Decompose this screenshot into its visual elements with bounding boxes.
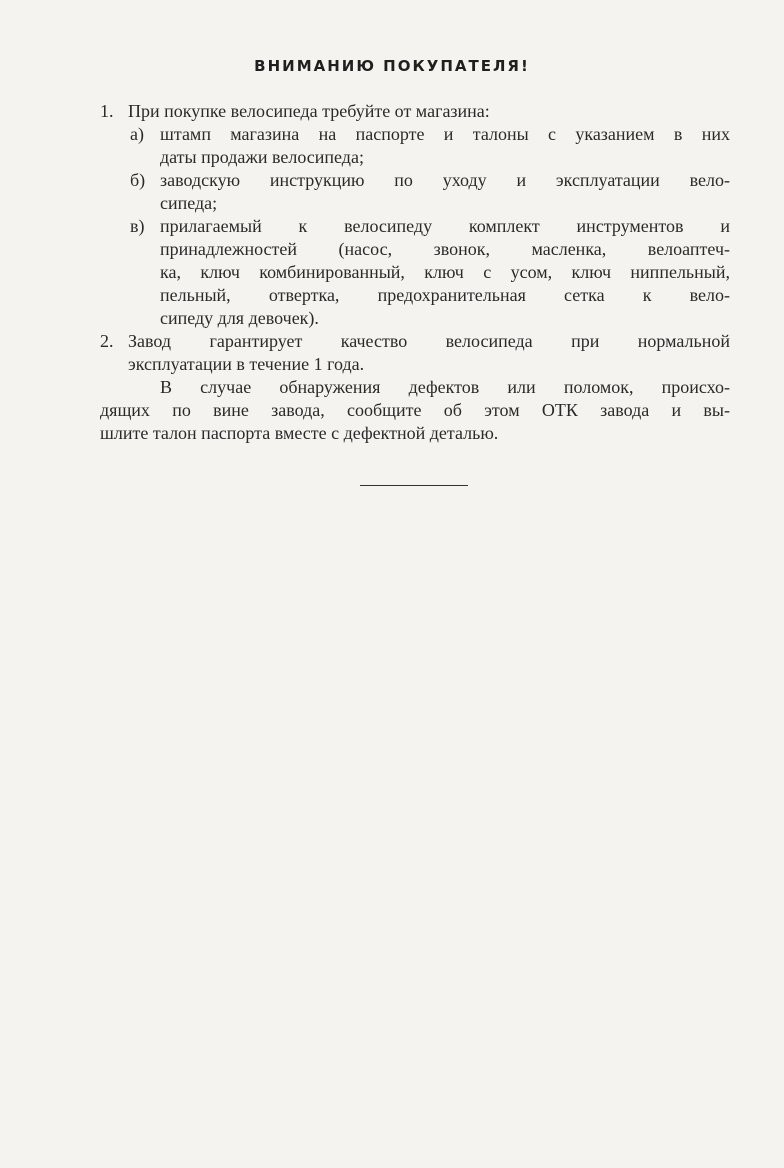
subitem-c bbox=[100, 215, 730, 330]
subitem-line: пельный, отвертка, предохранительная сетка к вело- bbox=[160, 285, 730, 305]
list-item-1 bbox=[100, 100, 730, 123]
subitem-line: штамп магазина на паспорте и талоны с указанием в них bbox=[160, 124, 730, 144]
paragraph-line: В случае обнаружения дефектов или поломок, происхо- bbox=[160, 377, 730, 397]
subitem-b bbox=[100, 169, 730, 215]
subitem-letter: б) bbox=[130, 170, 146, 190]
subitem-line: ка, ключ комбинированный, ключ с усом, ключ ниппельный, bbox=[160, 262, 730, 282]
subitem-letter: в) bbox=[130, 216, 145, 236]
subitem-line: заводскую инструкцию по уходу и эксплуатации вело- bbox=[160, 170, 730, 190]
subitem-line: сипеду для девочек). bbox=[160, 308, 319, 328]
instructions-body bbox=[100, 100, 730, 445]
list-item-2 bbox=[100, 330, 730, 376]
subitem-letter: а) bbox=[130, 124, 144, 144]
subitem-a bbox=[100, 123, 730, 169]
divider-line bbox=[360, 485, 468, 486]
subitem-line: прилагаемый к велосипеду комплект инструментов и bbox=[160, 216, 730, 236]
item-number: 1. bbox=[100, 101, 114, 121]
item-number: 2. bbox=[100, 331, 114, 351]
item-line: Завод гарантирует качество велосипеда при нормальной bbox=[128, 331, 730, 351]
subitem-line: принадлежностей (насос, звонок, масленка, велоаптеч- bbox=[160, 239, 730, 259]
page-title: ВНИМАНИЮ ПОКУПАТЕЛЯ! bbox=[254, 57, 530, 75]
item-text: При покупке велосипеда требуйте от магазина: bbox=[128, 101, 490, 121]
paragraph-line: шлите талон паспорта вместе с дефектной деталью. bbox=[100, 423, 499, 443]
subitem-line: даты продажи велосипеда; bbox=[160, 147, 364, 167]
paragraph-line: дящих по вине завода, сообщите об этом ОТК завода и вы- bbox=[100, 400, 730, 420]
item-line: эксплуатации в течение 1 года. bbox=[128, 354, 365, 374]
subitem-line: сипеда; bbox=[160, 193, 218, 213]
defects-paragraph bbox=[100, 376, 730, 445]
